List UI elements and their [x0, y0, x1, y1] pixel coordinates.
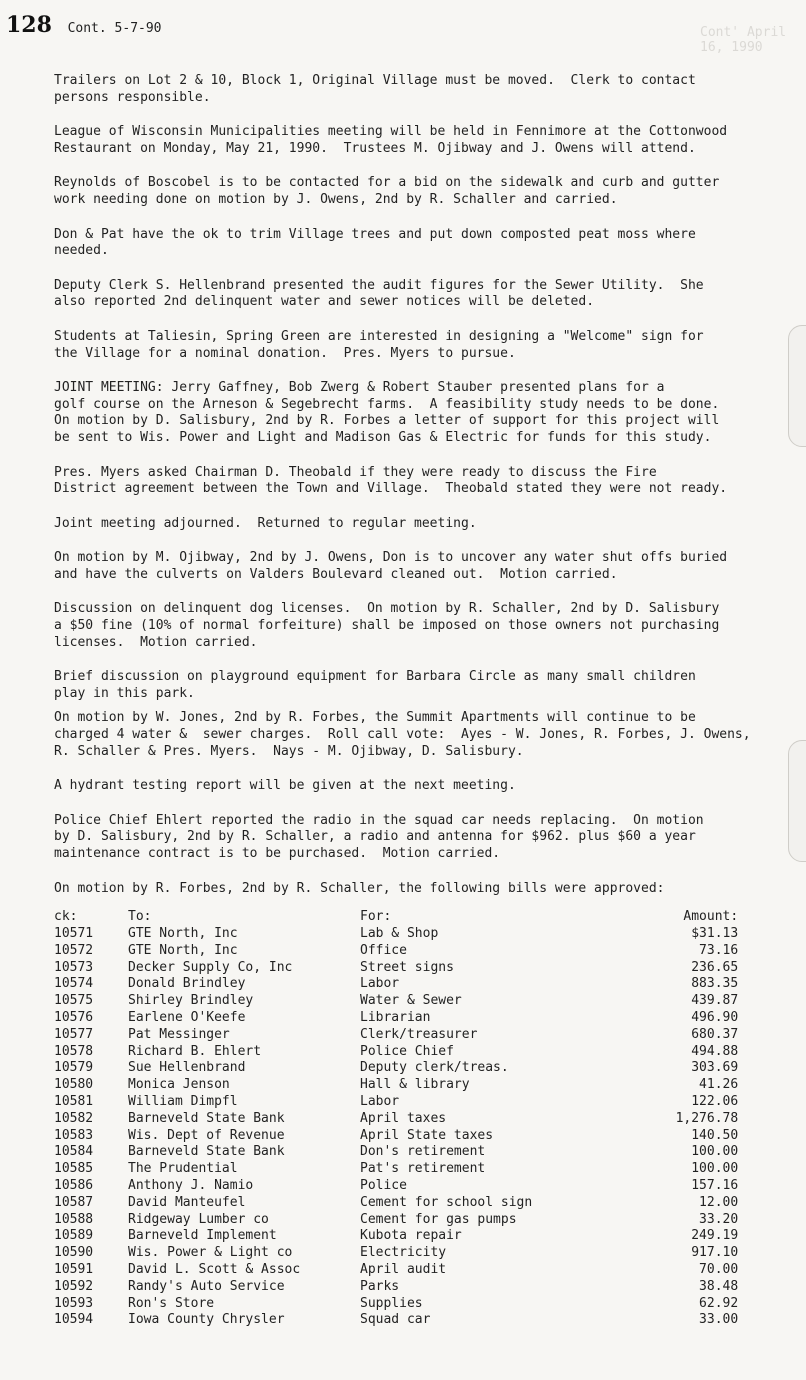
- bill-row: [54, 1044, 738, 1061]
- payee: David Manteufel: [128, 1194, 246, 1210]
- amount: 73.16: [699, 942, 739, 958]
- check-number: 10579: [54, 1060, 94, 1076]
- check-number: 10576: [54, 1009, 94, 1025]
- check-number: 10584: [54, 1144, 94, 1160]
- column-header-ck: ck:: [54, 909, 78, 925]
- purpose: Parks: [360, 1278, 400, 1294]
- minutes-paragraph: Trailers on Lot 2 & 10, Block 1, Original Village must be moved. Clerk to contact persons responsible.: [54, 73, 696, 105]
- amount: $31.13: [691, 925, 739, 941]
- column-header-to: To:: [128, 909, 152, 925]
- minutes-paragraph: Don & Pat have the ok to trim Village trees and put down composted peat moss where needed.: [54, 226, 696, 259]
- bill-row: [54, 1195, 738, 1212]
- purpose: Labor: [360, 1093, 400, 1109]
- bill-row: [54, 1279, 738, 1296]
- check-number: 10580: [54, 1077, 94, 1093]
- check-number: 10594: [54, 1312, 94, 1328]
- purpose: Police Chief: [360, 1043, 454, 1059]
- bill-row: [54, 1228, 738, 1245]
- payee: David L. Scott & Assoc: [128, 1261, 301, 1277]
- amount: 38.48: [699, 1278, 739, 1294]
- purpose: Lab & Shop: [360, 925, 439, 941]
- payee: Barneveld State Bank: [128, 1110, 285, 1126]
- purpose: Office: [360, 942, 407, 958]
- minutes-paragraph: Pres. Myers asked Chairman D. Theobald if they were ready to discuss the Fire District agreement between the Town and Village. Theobald stated they were not ready.: [54, 464, 728, 497]
- bleed-through-text: Cont' April 16, 1990: [700, 25, 787, 55]
- amount: 494.88: [691, 1043, 739, 1059]
- bill-row: [54, 1027, 738, 1044]
- minutes-paragraph: Discussion on delinquent dog licenses. On motion by R. Schaller, 2nd by D. Salisbury a $50 fine (10% of normal forfeiture) shall be imposed on those owners not purchasing licenses. Motion carried.: [54, 601, 720, 650]
- check-number: 10574: [54, 976, 94, 992]
- bills-header-row: [54, 909, 738, 926]
- bill-row: [54, 1060, 738, 1077]
- bill-row: [54, 1111, 738, 1128]
- minutes-paragraph: Police Chief Ehlert reported the radio in the squad car needs replacing. On motion by D. Salisbury, 2nd by R. Schaller, a radio and antenna for $962. plus $60 a year maintenance contract is to be purchased. Motion carried.: [54, 812, 704, 861]
- bill-row: [54, 993, 738, 1010]
- check-number: 10583: [54, 1127, 94, 1143]
- amount: 62.92: [699, 1295, 739, 1311]
- purpose: Don's retirement: [360, 1144, 486, 1160]
- amount: 70.00: [699, 1261, 739, 1277]
- minutes-paragraph: League of Wisconsin Municipalities meeting will be held in Fennimore at the Cottonwood Restaurant on Monday, May 21, 1990. Trustees M. Ojibway and J. Owens will attend.: [54, 124, 728, 156]
- bill-row: [54, 1144, 738, 1161]
- payee: Barneveld State Bank: [128, 1144, 285, 1160]
- amount: 236.65: [691, 959, 739, 975]
- continuation-date: Cont. 5-7-90: [67, 21, 162, 36]
- purpose: Squad car: [360, 1312, 431, 1328]
- bill-row: [54, 1077, 738, 1094]
- minutes-paragraph: A hydrant testing report will be given at the next meeting.: [54, 778, 516, 794]
- bill-row: [54, 943, 738, 960]
- purpose: Librarian: [360, 1009, 431, 1025]
- purpose: Street signs: [360, 959, 454, 975]
- payee: Richard B. Ehlert: [128, 1043, 262, 1059]
- check-number: 10593: [54, 1295, 94, 1311]
- amount: 883.35: [691, 976, 739, 992]
- amount: 303.69: [691, 1060, 739, 1076]
- amount: 1,276.78: [675, 1110, 739, 1126]
- payee: Earlene O'Keefe: [128, 1009, 246, 1025]
- amount: 439.87: [691, 993, 739, 1009]
- bill-row: [54, 1245, 738, 1262]
- check-number: 10577: [54, 1026, 94, 1042]
- amount: 917.10: [691, 1245, 739, 1261]
- column-header-amount: Amount:: [683, 909, 739, 925]
- payee: Ron's Store: [128, 1295, 215, 1311]
- payee: William Dimpfl: [128, 1093, 238, 1109]
- minutes-body: [54, 73, 799, 1329]
- payee: Wis. Power & Light co: [128, 1245, 293, 1261]
- check-number: 10572: [54, 942, 94, 958]
- check-number: 10581: [54, 1093, 94, 1109]
- purpose: Police: [360, 1177, 407, 1193]
- payee: Barneveld Implement: [128, 1228, 277, 1244]
- purpose: Supplies: [360, 1295, 423, 1311]
- bill-row: [54, 976, 738, 993]
- purpose: Clerk/treasurer: [360, 1026, 478, 1042]
- column-header-for: For:: [360, 909, 392, 925]
- check-number: 10582: [54, 1110, 94, 1126]
- payee: Sue Hellenbrand: [128, 1060, 246, 1076]
- purpose: Deputy clerk/treas.: [360, 1060, 509, 1076]
- check-number: 10590: [54, 1245, 94, 1261]
- amount: 33.20: [699, 1211, 739, 1227]
- check-number: 10573: [54, 959, 94, 975]
- purpose: Kubota repair: [360, 1228, 462, 1244]
- purpose: Hall & library: [360, 1077, 470, 1093]
- amount: 249.19: [691, 1228, 739, 1244]
- check-number: 10589: [54, 1228, 94, 1244]
- payee: Iowa County Chrysler: [128, 1312, 285, 1328]
- payee: GTE North, Inc: [128, 942, 238, 958]
- purpose: Cement for gas pumps: [360, 1211, 517, 1227]
- payee: Monica Jenson: [128, 1077, 230, 1093]
- purpose: April State taxes: [360, 1127, 494, 1143]
- check-number: 10585: [54, 1161, 94, 1177]
- payee: Pat Messinger: [128, 1026, 230, 1042]
- check-number: 10575: [54, 993, 94, 1009]
- minutes-paragraph: Brief discussion on playground equipment for Barbara Circle as many small children play in this park.: [54, 669, 696, 701]
- bill-row: [54, 1312, 738, 1329]
- check-number: 10592: [54, 1278, 94, 1294]
- purpose: April audit: [360, 1261, 447, 1277]
- bill-row: [54, 1128, 738, 1145]
- page-header: [6, 12, 162, 38]
- minutes-paragraph: Reynolds of Boscobel is to be contacted for a bid on the sidewalk and curb and gutter work needing done on motion by J. Owens, 2nd by R. Schaller and carried.: [54, 175, 720, 207]
- minutes-paragraph: Students at Taliesin, Spring Green are interested in designing a "Welcome" sign for the Village for a nominal donation. Pres. Myers to pursue.: [54, 328, 704, 361]
- purpose: April taxes: [360, 1110, 447, 1126]
- bill-row: [54, 1296, 738, 1313]
- purpose: Labor: [360, 976, 400, 992]
- amount: 41.26: [699, 1077, 739, 1093]
- payee: Randy's Auto Service: [128, 1278, 285, 1294]
- page-number: 128: [6, 12, 52, 38]
- payee: The Prudential: [128, 1161, 238, 1177]
- payee: Ridgeway Lumber co: [128, 1211, 269, 1227]
- payee: Decker Supply Co, Inc: [128, 959, 293, 975]
- amount: 140.50: [691, 1127, 739, 1143]
- bill-row: [54, 1262, 738, 1279]
- amount: 100.00: [691, 1161, 739, 1177]
- check-number: 10571: [54, 925, 94, 941]
- amount: 157.16: [691, 1177, 739, 1193]
- bills-intro: On motion by R. Forbes, 2nd by R. Schaller, the following bills were approved:: [54, 880, 665, 896]
- check-number: 10588: [54, 1211, 94, 1227]
- payee: Shirley Brindley: [128, 993, 254, 1009]
- purpose: Pat's retirement: [360, 1161, 486, 1177]
- payee: Donald Brindley: [128, 976, 246, 992]
- minutes-paragraph: On motion by M. Ojibway, 2nd by J. Owens, Don is to uncover any water shut offs buried and have the culverts on Valders Boulevard cleaned out. Motion carried.: [54, 550, 728, 582]
- payee: Anthony J. Namio: [128, 1177, 254, 1193]
- bill-row: [54, 1094, 738, 1111]
- minutes-paragraph: On motion by W. Jones, 2nd by R. Forbes, the Summit Apartments will continue to be charged 4 water & sewer charges. Roll call vote: Ayes - W. Jones, R. Forbes, J. Owens, R. Schaller & Pres. Myers. Nays - M. Ojibway, D. Salisbury.: [54, 710, 751, 759]
- check-number: 10587: [54, 1194, 94, 1210]
- purpose: Cement for school sign: [360, 1194, 533, 1210]
- amount: 33.00: [699, 1312, 739, 1328]
- payee: GTE North, Inc: [128, 925, 238, 941]
- bills-table: [54, 909, 738, 1329]
- check-number: 10578: [54, 1043, 94, 1059]
- bill-row: [54, 1010, 738, 1027]
- minutes-paragraph: Deputy Clerk S. Hellenbrand presented the audit figures for the Sewer Utility. She also reported 2nd delinquent water and sewer notices will be deleted.: [54, 277, 704, 310]
- amount: 100.00: [691, 1144, 739, 1160]
- bill-row: [54, 1212, 738, 1229]
- bill-row: [54, 1178, 738, 1195]
- purpose: Water & Sewer: [360, 993, 462, 1009]
- payee: Wis. Dept of Revenue: [128, 1127, 285, 1143]
- amount: 122.06: [691, 1093, 739, 1109]
- bill-row: [54, 1161, 738, 1178]
- bill-row: [54, 926, 738, 943]
- amount: 12.00: [699, 1194, 739, 1210]
- purpose: Electricity: [360, 1245, 447, 1261]
- amount: 680.37: [691, 1026, 739, 1042]
- check-number: 10591: [54, 1261, 94, 1277]
- minutes-paragraph: JOINT MEETING: Jerry Gaffney, Bob Zwerg & Robert Stauber presented plans for a golf course on the Arneson & Segebrecht farms. A feasibility study needs to be done. On motion by D. Salisbury, 2nd by R. Forbes a letter of support for this project will be sent to Wis. Power and Light and Madison Gas & Electric for funds for this study.: [54, 380, 720, 445]
- minutes-paragraph: Joint meeting adjourned. Returned to regular meeting.: [54, 515, 477, 531]
- bill-row: [54, 960, 738, 977]
- check-number: 10586: [54, 1177, 94, 1193]
- amount: 496.90: [691, 1009, 739, 1025]
